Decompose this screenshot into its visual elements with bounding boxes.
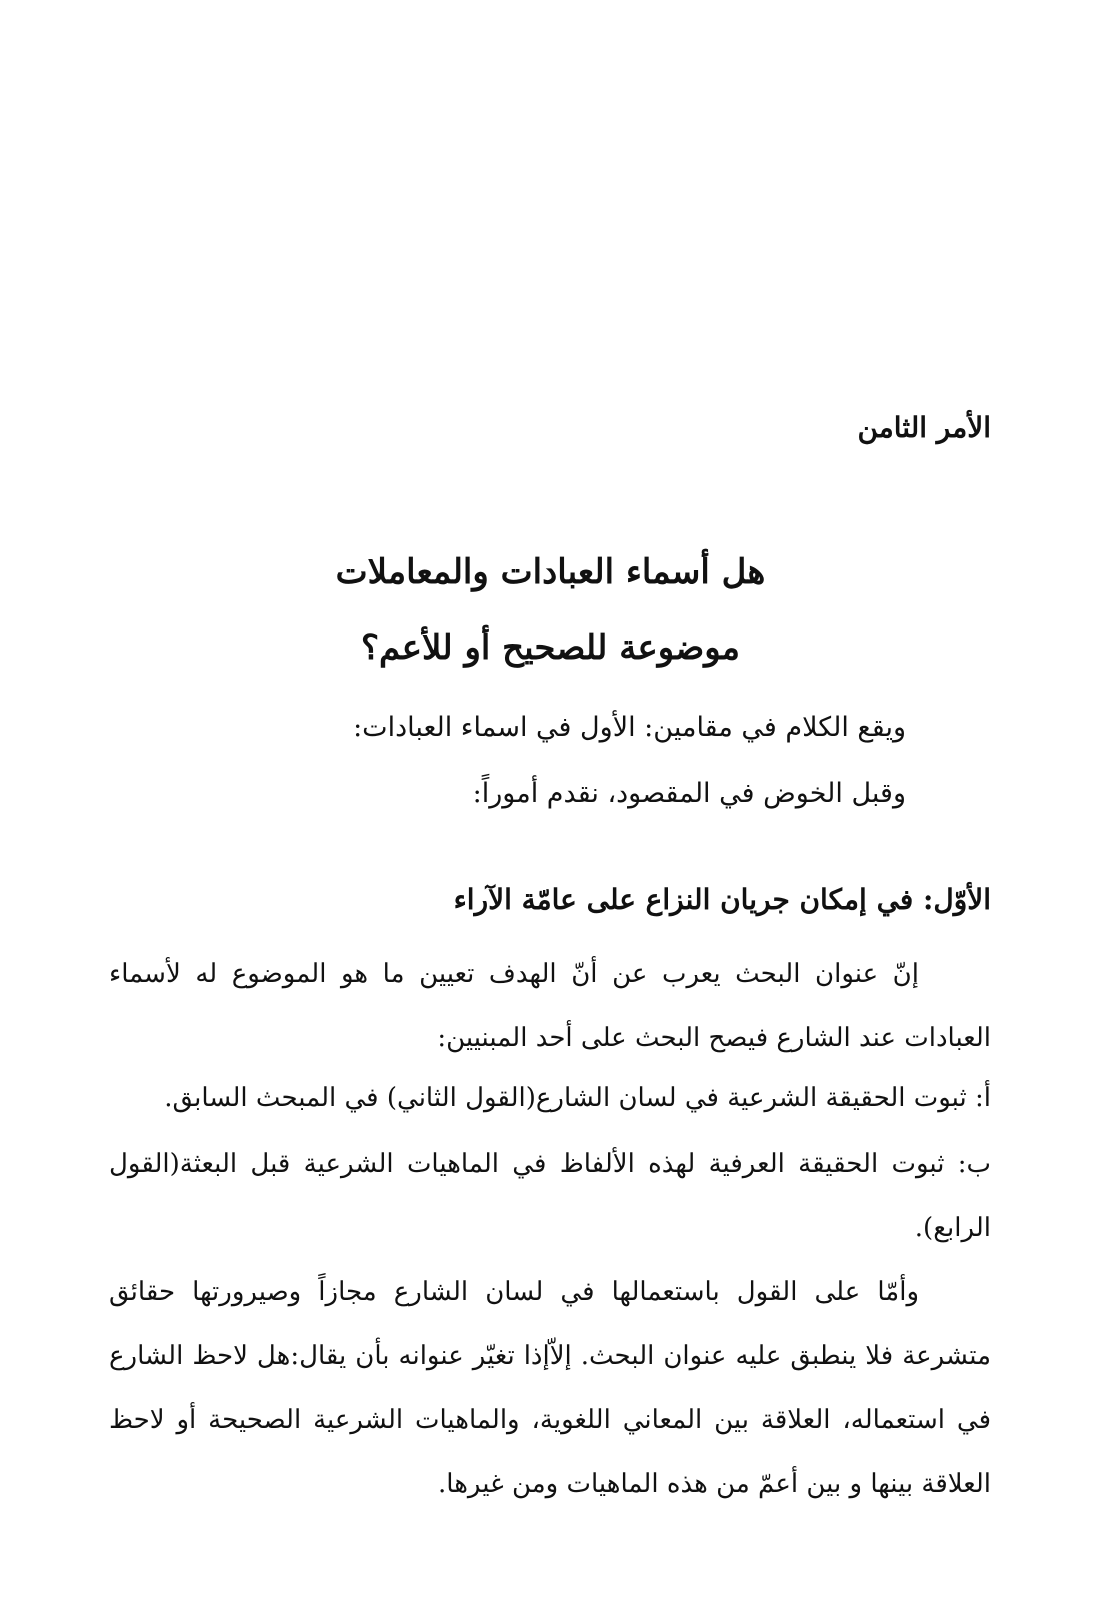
list-item-b: ب: ثبوت الحقيقة العرفية لهذه الألفاظ في الماهيات الشرعية قبل البعثة(القول الرابع).: [109, 1149, 992, 1243]
chapter-label: الأمر الثامن: [857, 411, 991, 444]
title-line-1: هل أسماء العبادات والمعاملات: [335, 552, 766, 592]
section-heading: الأوّل: في إمكان جريان النزاع على عامّة الآراء: [453, 883, 991, 916]
title-line-2: موضوعة للصحيح أو للأعم؟: [361, 628, 740, 668]
intro-line-2: وقبل الخوض في المقصود، نقدم أموراً:: [472, 778, 906, 809]
paragraph-1: إنّ عنوان البحث يعرب عن أنّ الهدف تعيين ما هو الموضوع له لأسماء العبادات عند الشارع فيصح البحث على أحد المبنيين:: [109, 959, 991, 1053]
paragraph-2: وأمّا على القول باستعمالها في لسان الشارع مجازاً وصيرورتها حقائق متشرعة فلا ينطبق عليه عنوان البحث. إلاّإذا تغيّر عنوانه بأن يقال:هل لاحظ الشارع في استعماله، العلاقة بين المعاني اللغوية، والماهيات الشرعية الصحيحة أو لاحظ العلاقة بينها و بين أعمّ من هذه الماهيات ومن غيرها.: [109, 1277, 991, 1499]
intro-line-1: ويقع الكلام في مقامين: الأول في اسماء العبادات:: [353, 712, 906, 743]
list-item-a: أ: ثبوت الحقيقة الشرعية في لسان الشارع(القول الثاني) في المبحث السابق.: [164, 1083, 991, 1113]
